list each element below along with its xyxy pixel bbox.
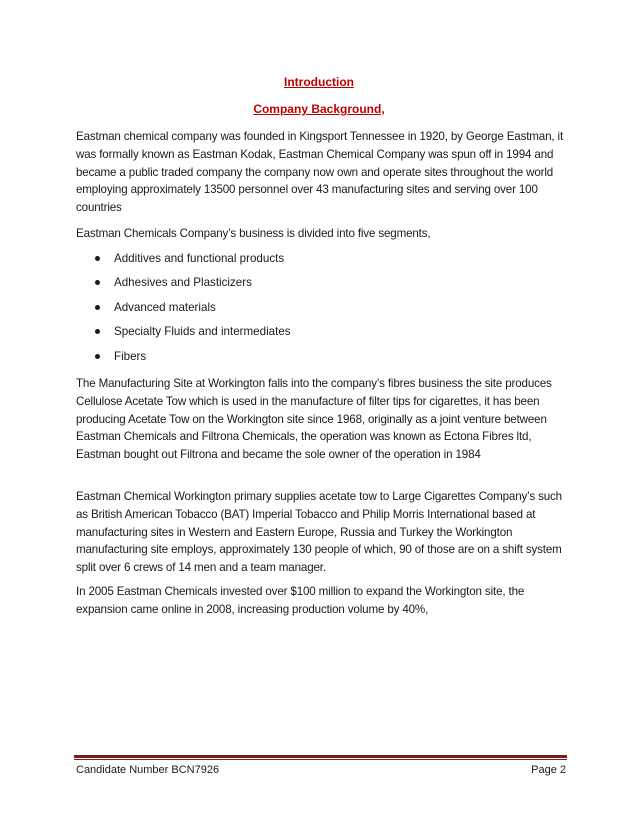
page-footer <box>76 764 566 776</box>
footer-rule-thick <box>74 755 567 758</box>
bullet-icon <box>95 280 100 285</box>
paragraph-workington-site: The Manufacturing Site at Workington falls into the company’s fibres business the site produces Cellulose Acetate Tow which is used in the manufacture of filter tips for cigarettes, it has been producing Acetate Tow on the Workington site since 1968, originally as a joint venture between Eastman Chemicals and Filtrona Chemicals, the operation was known as Ectona Fibres ltd, Eastman bought out Filtrona and became the sole owner of the operation in 1984 <box>76 377 552 462</box>
segments-list <box>76 250 566 372</box>
list-item <box>76 250 566 274</box>
bullet-icon <box>95 305 100 310</box>
list-item <box>76 274 566 298</box>
segment-label: Advanced materials <box>114 300 216 314</box>
footer-rule-thin <box>74 759 567 760</box>
segment-label: Adhesives and Plasticizers <box>114 276 252 290</box>
company-background-heading: Company Background, <box>253 102 385 116</box>
segment-label: Additives and functional products <box>114 252 285 265</box>
bullet-icon <box>95 329 100 334</box>
segment-label: Specialty Fluids and intermediates <box>114 325 291 339</box>
list-item <box>76 323 566 347</box>
paragraph-investment: In 2005 Eastman Chemicals invested over $100 million to expand the Workington site, the expansion came online in 2008, increasing production volume by 40%, <box>76 585 525 616</box>
bullet-icon <box>95 256 100 261</box>
candidate-number: Candidate Number BCN7926 <box>76 764 220 776</box>
page-number: Page 2 <box>531 764 566 776</box>
paragraph-history: Eastman chemical company was founded in Kingsport Tennessee in 1920, by George Eastman, it was formally known as Eastman Kodak, Eastman Chemical Company was spun off in 1994 and became a public traded company the company now own and operate sites throughout the world employing approximately 13500 personnel over 43 manufacturing sites and serving over 100 countries <box>76 130 564 215</box>
paragraph-customers: Eastman Chemical Workington primary supplies acetate tow to Large Cigarettes Company’s such as British American Tobacco (BAT) Imperial Tobacco and Philip Morris International based at manufacturing sites in Western and Eastern Europe, Russia and Turkey the Workington manufacturing site employs, approximately 130 people of which, 90 of those are on a shift system split over 6 crews of 14 men and a team manager. <box>76 490 562 575</box>
introduction-heading: Introduction <box>284 75 354 89</box>
bullet-icon <box>95 354 100 359</box>
list-item <box>76 299 566 323</box>
segment-label: Fibers <box>114 349 147 363</box>
paragraph-segments-intro: Eastman Chemicals Company’s business is divided into five segments, <box>76 227 431 240</box>
list-item <box>76 348 566 372</box>
